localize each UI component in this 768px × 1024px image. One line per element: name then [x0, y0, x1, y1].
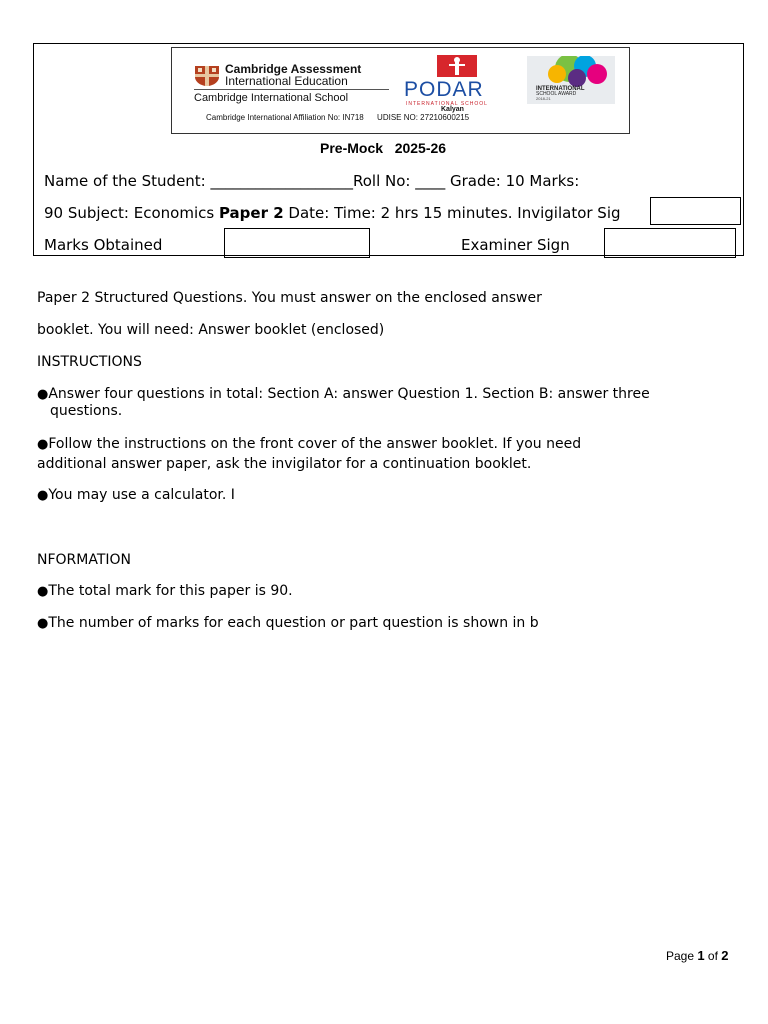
school-logo-banner: [171, 47, 630, 134]
instruction-1-text: Answer four questions in total: Section A: answer Question 1. Section B: answer three: [48, 386, 650, 402]
bullet-icon: ●: [37, 437, 49, 452]
bullet-icon: ●: [37, 584, 49, 599]
affiliation-line: Cambridge International Affiliation No: IN718 UDISE NO: 27210600215: [206, 113, 470, 122]
podar-logo-icon: [437, 55, 477, 77]
podar-location: Kalyan: [441, 106, 464, 113]
bullet-icon: ●: [37, 616, 49, 631]
information-heading: NFORMATION: [37, 552, 132, 568]
instruction-2-continued: additional answer paper, ask the invigilator for a continuation booklet.: [37, 456, 532, 472]
instruction-1: [37, 386, 650, 403]
cambridge-school-label: Cambridge International School: [194, 92, 349, 104]
invigilator-sign-box[interactable]: [650, 197, 741, 225]
intro-line-2: booklet. You will need: Answer booklet (enclosed): [37, 322, 385, 338]
info-1-text: The total mark for this paper is 90.: [48, 583, 293, 599]
exam-title: Pre-Mock 2025-26: [320, 140, 447, 156]
cambridge-logo-rule: [194, 89, 389, 90]
page-word: Page: [666, 949, 698, 963]
info-1: [37, 583, 293, 600]
info-2: [37, 615, 539, 632]
award-logo-years: 2018-21: [536, 96, 551, 101]
instruction-1-continued: questions.: [50, 403, 123, 419]
of-word: of: [704, 949, 722, 963]
page-number: [666, 948, 729, 964]
bullet-icon: ●: [37, 387, 49, 402]
instruction-2-text: Follow the instructions on the front cover of the answer booklet. If you need: [48, 436, 582, 452]
podar-logo-name: PODAR: [404, 78, 484, 101]
examiner-sign-label: Examiner Sign: [461, 236, 570, 254]
instruction-3: [37, 487, 235, 504]
marks-obtained-label: Marks Obtained: [44, 236, 163, 254]
award-logo-line2: SCHOOL AWARD: [536, 91, 577, 97]
instructions-heading: INSTRUCTIONS: [37, 354, 142, 370]
intro-line-1: Paper 2 Structured Questions. You must answer on the enclosed answer: [37, 290, 542, 306]
cambridge-logo-title: Cambridge Assessment: [225, 62, 362, 76]
marks-obtained-box[interactable]: [224, 228, 370, 258]
student-details-line: Name of the Student: ___________________Roll No: ____ Grade: 10 Marks:: [44, 172, 580, 190]
award-logo-line1: INTERNATIONAL: [536, 86, 585, 92]
cambridge-shield-icon: [194, 65, 220, 87]
podar-logo-subtitle: INTERNATIONAL SCHOOL: [406, 101, 488, 107]
instruction-2: [37, 436, 581, 453]
subject-prefix: 90 Subject: Economics: [44, 204, 219, 222]
bullet-icon: ●: [37, 488, 49, 503]
subject-line: [44, 204, 621, 222]
subject-suffix: Date: Time: 2 hrs 15 minutes. Invigilator Sig: [283, 204, 621, 222]
total-pages: 2: [721, 948, 729, 963]
current-page: 1: [697, 948, 705, 963]
info-2-text: The number of marks for each question or part question is shown in b: [48, 615, 539, 631]
instruction-3-text: You may use a calculator. I: [48, 487, 235, 503]
paper-number: Paper 2: [218, 204, 284, 222]
cambridge-logo-subtitle: International Education: [225, 74, 348, 88]
examiner-sign-box[interactable]: [604, 228, 736, 258]
